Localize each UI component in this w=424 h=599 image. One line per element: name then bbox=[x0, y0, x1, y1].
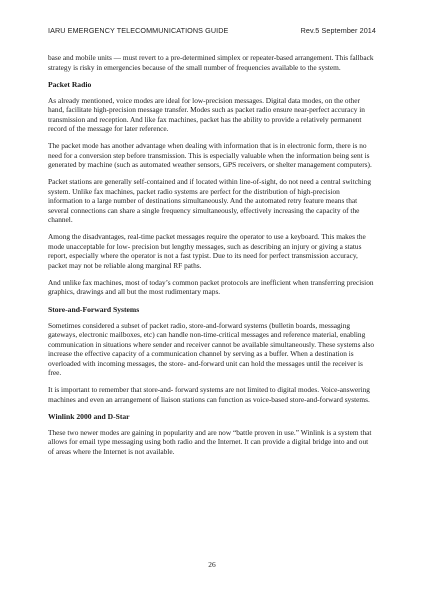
section-heading-winlink-dstar: Winlink 2000 and D-Star bbox=[48, 411, 130, 421]
section-heading-store-and-forward: Store-and-Forward Systems bbox=[48, 304, 140, 314]
page-body bbox=[48, 53, 376, 464]
paragraph: As already mentioned, voice modes are ideal for low-precision messages. Digital data modes, on the other hand, facilitate high-precision message transfer. Modes such as packet radio ensure near-perfect accuracy in transmission and reception. And like fax machines, packet has the ability to provide a relatively permanent record of the message for later reference. bbox=[48, 95, 365, 134]
page-number: 26 bbox=[208, 560, 216, 569]
paragraph: And unlike fax machines, most of today’s common packet protocols are inefficient when transferring precision graphics, drawings and all but the most rudimentary maps. bbox=[48, 277, 374, 297]
page-header bbox=[48, 26, 376, 35]
paragraph: These two newer modes are gaining in popularity and are now “battle proven in use.” Winlink is a system that allows for email type messaging using both radio and the Internet. It can provide a digital bridge into and out of areas where the Internet is not available. bbox=[48, 427, 372, 456]
header-revision: Rev.5 September 2014 bbox=[300, 26, 376, 35]
paragraph: Among the disadvantages, real-time packet messages require the operator to use a keyboard. This makes the mode unacceptable for low- precision but lengthy messages, such as describing an injury or giving a status report, especially where the operator is not a fast typist. Due to its need for perfect transmission accuracy, packet may not be reliable along marginal RF paths. bbox=[48, 232, 366, 270]
paragraph: It is important to remember that store-and- forward systems are not limited to digital modes. Voice-answering machines and even an arrangement of liaison stations can function as voice-based store-and-forward systems. bbox=[48, 385, 370, 404]
header-title: IARU EMERGENCY TELECOMMUNICATIONS GUIDE bbox=[48, 26, 229, 35]
paragraph: The packet mode has another advantage when dealing with information that is in electronic form, there is no need for a conversion step before transmission. This is especially valuable when the information being sent is generated by machine (such as automated weather sensors, GPS receivers, or shelter management computers). bbox=[48, 141, 372, 170]
paragraph: Packet stations are generally self-contained and if located within line-of-sight, do not need a central switching system. Unlike fax machines, packet radio systems are perfect for the distribution of high-precision information to a large number of destinations simultaneously. And the automated retry feature means that several connections can share a single frequency simultaneously, effectively increasing the capacity of the channel. bbox=[48, 177, 372, 225]
paragraph: Sometimes considered a subset of packet radio, store-and-forward systems (bulletin boards, messaging gateways, electronic mailboxes, etc) can handle non-time-critical messages and reference material, enabling communication in situations where sender and receiver cannot be available simultaneously. These systems also increase the effective capacity of a communication channel by serving as a buffer. When a destination is overloaded with incoming messages, the store- and-forward unit can hold the messages until the receiver is free. bbox=[48, 320, 375, 378]
paragraph: base and mobile units — must revert to a pre-determined simplex or repeater-based arrangement. This fallback strategy is risky in emergencies because of the small number of frequencies available to the system. bbox=[48, 53, 374, 72]
section-heading-packet-radio: Packet Radio bbox=[48, 79, 92, 89]
